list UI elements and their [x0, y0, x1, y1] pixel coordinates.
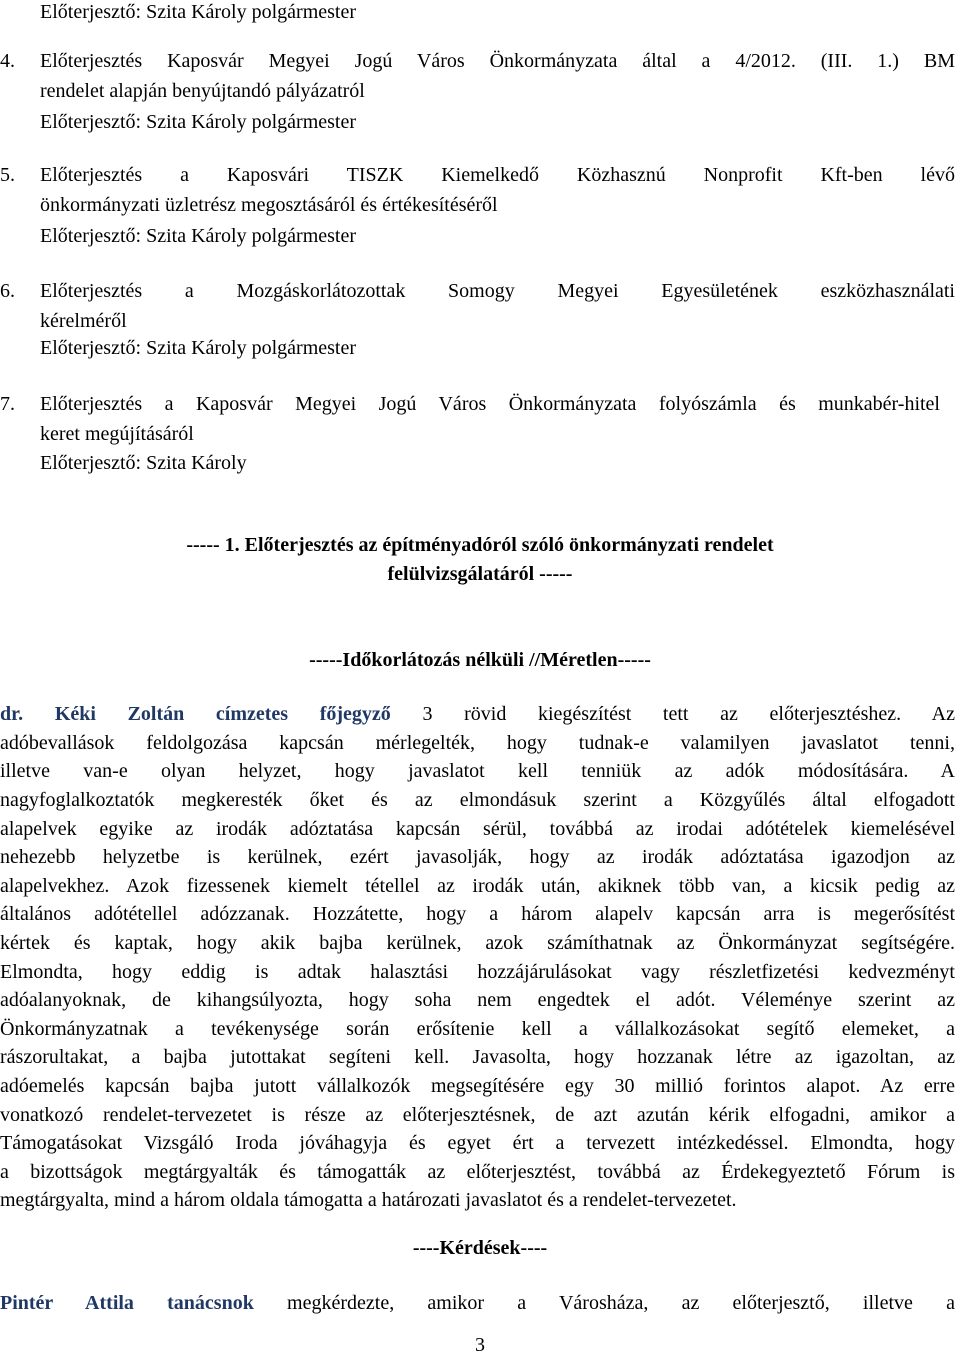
question-row: [0, 1291, 955, 1315]
time-limit-heading: -----Időkorlátozás nélküli //Méretlen-----: [309, 649, 651, 671]
speaker-name: dr. Kéki Zoltán címzetes főjegyző: [0, 703, 391, 725]
paragraph-row: illetve van-e olyan helyzet, hogy javaslatot kell tenniük az adók módosítására. A: [0, 760, 955, 782]
item-title-line: keret megújításáról: [40, 423, 194, 445]
paragraph-row: Támogatásokat Vizsgáló Iroda jóváhagyja és egyet ért a tervezett intézkedéssel. Elmondta, hogy: [0, 1132, 955, 1154]
paragraph-row: megtárgyalta, mind a három oldala támogatta a határozati javaslatot és a rendelet-tervezetet.: [0, 1189, 737, 1211]
paragraph-row: rászorultakat, a bajba jutottakat segíteni kell. Javasolta, hogy hozzanak létre az igazoltan, az: [0, 1046, 955, 1068]
item-title-line: kérelméről: [40, 310, 127, 332]
presenter-line: Előterjesztő: Szita Károly polgármester: [40, 337, 357, 359]
item-title-line: Előterjesztés a Kaposvári TISZK Kiemelkedő Közhasznú Nonprofit Kft-ben lévő: [40, 164, 955, 186]
item-number: 6.: [0, 280, 15, 302]
item-title-line: Előterjesztés a Kaposvár Megyei Jogú Város Önkormányzata folyószámla és munkabér-hitel: [40, 393, 940, 415]
item-number: 5.: [0, 164, 15, 186]
paragraph-first-row: [0, 702, 955, 726]
presenter-line: Előterjesztő: Szita Károly polgármester: [40, 225, 357, 247]
presenter-line: Előterjesztő: Szita Károly polgármester: [40, 111, 357, 133]
paragraph-row: adóalanyoknak, de kihangsúlyozta, hogy soha nem engedtek el adót. Véleménye szerint az: [0, 989, 955, 1011]
paragraph-row: általános adótétellel adózzanak. Hozzátette, hogy a három alapelv kapcsán arra is megerősítést: [0, 903, 955, 925]
paragraph-row: adóemelés kapcsán bajba jutott vállalkozók megsegítésére egy 30 millió forintos alapot. Az erre: [0, 1075, 955, 1097]
paragraph-row: Elmondta, hogy eddig is adtak halasztási hozzájárulásokat vagy részletfizetési kedvezményt: [0, 961, 955, 983]
page-number: 3: [475, 1334, 485, 1356]
item-number: 4.: [0, 50, 15, 72]
paragraph-row: nehezebb helyzetbe is kerülnek, ezért javasolják, hogy az irodák adóztatása igazodjon az: [0, 846, 955, 868]
paragraph-row: nagyfoglalkoztatók megkeresték őket és az elmondásuk szerint a Közgyűlés által elfogadott: [0, 789, 955, 811]
paragraph-row: alapelvekhez. Azok fizessenek kiemelt tétellel az irodák után, akiknek több van, a kicsik pedig az: [0, 875, 955, 897]
paragraph-row: vonatkozó rendelet-tervezetet is része az előterjesztésnek, de azt azután kérik elfogadni, amikor a: [0, 1104, 955, 1126]
paragraph-row: Önkormányzatnak a tevékenysége során erősítenie kell a vállalkozásokat segítő elemeket, a: [0, 1018, 955, 1040]
item-number: 7.: [0, 393, 15, 415]
speaker-name: Pintér Attila tanácsnok: [0, 1292, 254, 1314]
item-title-line: Előterjesztés a Mozgáskorlátozottak Somogy Megyei Egyesületének eszközhasználati: [40, 280, 955, 302]
paragraph-row: alapelvek egyike az irodák adóztatása kapcsán sérül, továbbá az irodai adótételek kiemelésével: [0, 818, 955, 840]
paragraph-text: 3 rövid kiegészítést tett az előterjesztéshez. Az: [390, 703, 955, 725]
paragraph-row: a bizottságok megtárgyalták és támogatták az előterjesztést, továbbá az Érdekegyeztető Fórum is: [0, 1161, 955, 1183]
questions-heading: ----Kérdések----: [412, 1237, 548, 1259]
section-heading-line: felülvizsgálatáról -----: [387, 563, 573, 585]
question-text: megkérdezte, amikor a Városháza, az előterjesztő, illetve a: [253, 1292, 955, 1314]
item-title-line: önkormányzati üzletrész megosztásáról és értékesítéséről: [40, 194, 498, 216]
presenter-line: Előterjesztő: Szita Károly: [40, 452, 247, 474]
presenter-line: Előterjesztő: Szita Károly polgármester: [40, 1, 357, 23]
item-title-line: Előterjesztés Kaposvár Megyei Jogú Város Önkormányzata által a 4/2012. (III. 1.) BM: [40, 50, 955, 72]
section-heading-line: ----- 1. Előterjesztés az építményadóról szóló önkormányzati rendelet: [186, 534, 774, 556]
item-title-line: rendelet alapján benyújtandó pályázatról: [40, 80, 365, 102]
paragraph-row: adóbevallások feldolgozása kapcsán mérlegelték, hogy tudnak-e valamilyen javaslatot tenni,: [0, 732, 955, 754]
paragraph-row: kértek és kaptak, hogy akik bajba kerülnek, azok számíthatnak az Önkormányzat segítségére.: [0, 932, 955, 954]
